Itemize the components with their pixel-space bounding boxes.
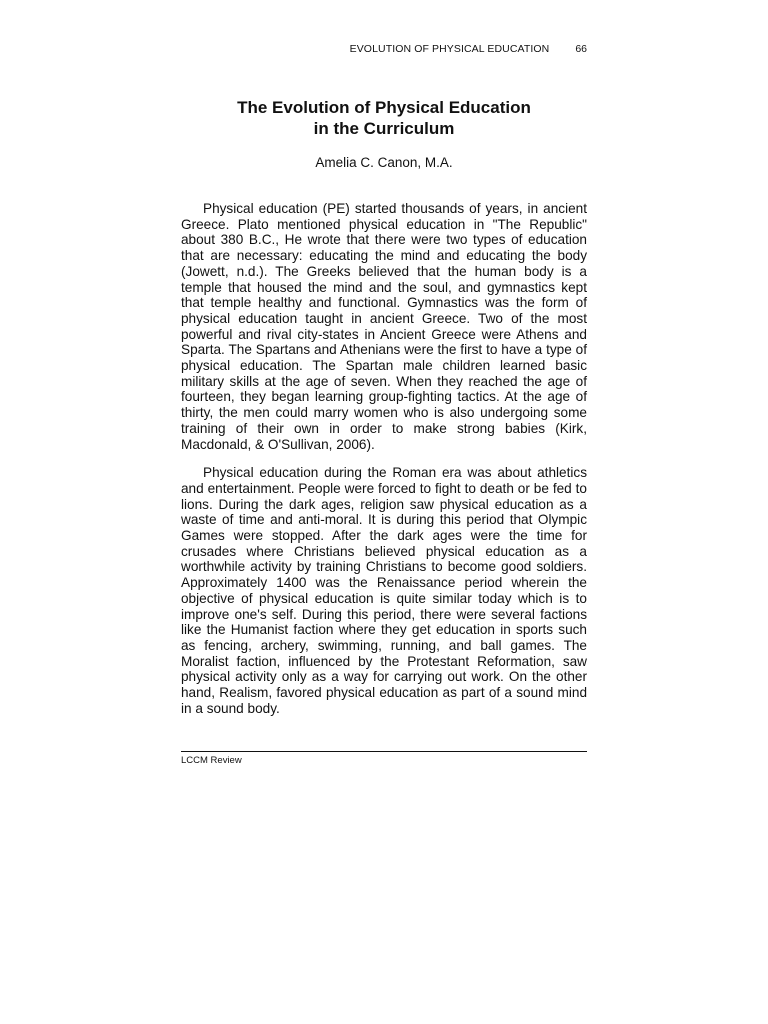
footer-journal-name: LCCM Review: [181, 755, 242, 766]
article-body: [181, 201, 587, 717]
body-paragraph-1: Physical education (PE) started thousands of years, in ancient Greece. Plato mentioned physical education in "The Republic" about 380 B.C., He wrote that there were two types of education that are necessary: educating the mind and educating the body (Jowett, n.d.). The Greeks believed that the human body is a temple that housed the mind and the soul, and gymnastics kept that temple healthy and functional. Gymnastics was the form of physical education taught in ancient Greece. Two of the most powerful and rival city-states in Ancient Greece were Athens and Sparta. The Spartans and Athenians were the first to have a type of physical education. The Spartan male children learned basic military skills at the age of seven. When they reached the age of fourteen, they began learning group-fighting tactics. At the age of thirty, the men could marry women who is also undergoing some training of their own in order to make strong babies (Kirk, Macdonald, & O'Sullivan, 2006).: [181, 201, 587, 452]
article-title-line-2: in the Curriculum: [313, 119, 455, 138]
footer-divider: [181, 751, 587, 752]
running-title: EVOLUTION OF PHYSICAL EDUCATION: [349, 43, 550, 55]
page-number: 66: [575, 43, 587, 55]
article-title-line-1: The Evolution of Physical Education: [237, 98, 531, 117]
body-paragraph-2: Physical education during the Roman era was about athletics and entertainment. People were forced to fight to death or be fed to lions. During the dark ages, religion saw physical education as a waste of time and anti-moral. It is during this period that Olympic Games were stopped. After the dark ages were the time for crusades where Christians believed physical education as a worthwhile activity by training Christians to become good soldiers. Approximately 1400 was the Renaissance period wherein the objective of physical education is quite similar today which is to improve one's self. During this period, there were several factions like the Humanist faction where they get education in sports such as fencing, archery, swimming, running, and ball games. The Moralist faction, influenced by the Protestant Reformation, saw physical activity only as a way for carrying out work. On the other hand, Realism, favored physical education as part of a sound mind in a sound body.: [181, 465, 587, 716]
article-title: [181, 97, 587, 139]
author-byline: Amelia C. Canon, M.A.: [315, 155, 453, 170]
running-header: [181, 43, 587, 55]
